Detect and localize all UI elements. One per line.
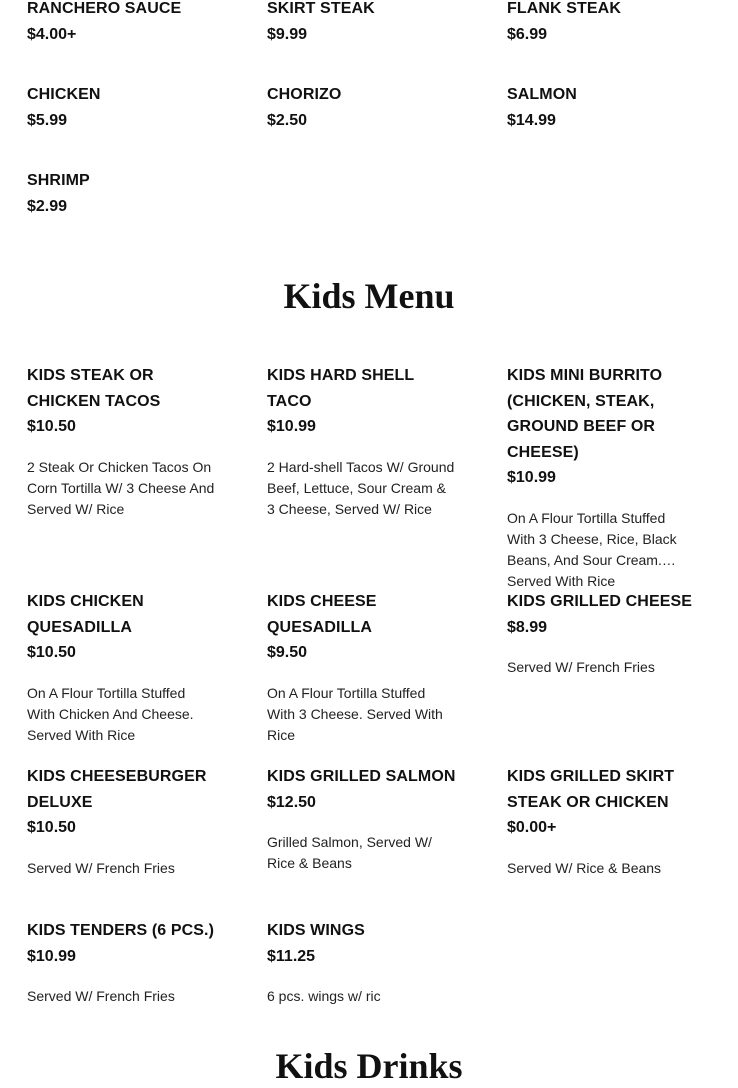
menu-item-kids-chicken-quesadilla[interactable]: [27, 589, 217, 746]
item-name: CHORIZO: [267, 86, 342, 103]
item-name: SALMON: [507, 86, 577, 103]
menu-item-kids-tenders[interactable]: [27, 918, 227, 1007]
item-name: SKIRT STEAK: [267, 0, 375, 17]
item-price: $10.99: [267, 418, 316, 435]
menu-item-skirt-steak[interactable]: [267, 0, 457, 47]
item-price: $8.99: [507, 618, 548, 636]
item-name: SHRIMP: [27, 172, 90, 189]
item-price: $10.50: [27, 644, 76, 661]
item-name: KIDS CHICKEN QUESADILLA: [27, 593, 144, 636]
item-description: On A Flour Tortilla Stuffed With Chicken And Cheese. Served With Rice: [27, 684, 194, 743]
item-price: $2.99: [27, 197, 68, 215]
menu-item-kids-grilled-cheese[interactable]: [507, 589, 707, 678]
item-name: KIDS WINGS: [267, 922, 365, 939]
item-price: $9.50: [267, 644, 308, 661]
item-name: KIDS HARD SHELL TACO: [267, 367, 414, 410]
menu-item-kids-steak-or-chicken-tacos[interactable]: [27, 363, 217, 520]
item-price: $9.99: [267, 25, 308, 43]
item-name: KIDS GRILLED CHEESE: [507, 593, 693, 610]
menu-item-kids-hard-shell-taco[interactable]: [267, 363, 457, 520]
item-price: $12.50: [267, 793, 316, 811]
item-price: $4.00+: [27, 25, 77, 43]
item-price: $6.99: [507, 25, 548, 43]
menu-item-kids-grilled-salmon[interactable]: [267, 764, 457, 874]
item-name: RANCHERO SAUCE: [27, 0, 182, 17]
menu-item-chicken[interactable]: [27, 82, 217, 133]
menu-item-chorizo[interactable]: [267, 82, 457, 133]
item-price: $11.25: [267, 947, 316, 965]
menu-item-salmon[interactable]: [507, 82, 697, 133]
item-description: Served W/ French Fries: [507, 659, 655, 675]
item-description: Grilled Salmon, Served W/ Rice & Beans: [267, 834, 432, 871]
item-name: KIDS CHEESEBURGER DELUXE: [27, 768, 207, 811]
menu-item-kids-grilled-skirt-steak-or-chicken[interactable]: [507, 764, 697, 879]
item-name: KIDS TENDERS (6 PCS.): [27, 922, 215, 939]
menu-item-kids-wings[interactable]: [267, 918, 457, 1007]
item-name: KIDS CHEESE QUESADILLA: [267, 593, 377, 636]
item-price: $2.50: [267, 111, 308, 129]
menu-item-ranchero-sauce[interactable]: [27, 0, 217, 47]
item-price: $10.50: [27, 418, 76, 435]
item-description: 2 Steak Or Chicken Tacos On Corn Tortilla W/ 3 Cheese And Served W/ Rice: [27, 458, 215, 517]
menu-item-kids-cheese-quesadilla[interactable]: [267, 589, 457, 746]
kids-drinks-title: Kids Drinks: [275, 1046, 463, 1086]
item-description: Served W/ French Fries: [27, 988, 175, 1004]
item-name: KIDS GRILLED SKIRT STEAK OR CHICKEN: [507, 768, 675, 811]
item-description: On A Flour Tortilla Stuffed With 3 Cheese, Rice, Black Beans, And Sour Cream. Served With Rice: [507, 509, 677, 589]
item-name: KIDS STEAK OR CHICKEN TACOS: [27, 367, 161, 410]
item-description: 6 pcs. wings w/ ric: [267, 988, 381, 1004]
item-description: 2 Hard-shell Tacos W/ Ground Beef, Lettuce, Sour Cream & 3 Cheese, Served W/ Rice: [267, 458, 455, 517]
menu-item-kids-cheeseburger-deluxe[interactable]: [27, 764, 227, 879]
item-description: On A Flour Tortilla Stuffed With 3 Cheese. Served With Rice: [267, 684, 443, 743]
item-description: Served W/ Rice & Beans: [507, 859, 662, 876]
item-price: $0.00+: [507, 819, 557, 836]
item-price: $5.99: [27, 111, 68, 129]
item-name: FLANK STEAK: [507, 0, 621, 17]
item-description: Served W/ French Fries: [27, 859, 175, 876]
item-name: KIDS GRILLED SALMON: [267, 768, 456, 785]
menu-item-flank-steak[interactable]: [507, 0, 697, 47]
item-price: $10.50: [27, 819, 76, 836]
item-name: CHICKEN: [27, 86, 101, 103]
menu-item-kids-mini-burrito[interactable]: [507, 363, 697, 589]
item-price: $10.99: [27, 947, 76, 965]
item-name: KIDS MINI BURRITO (CHICKEN, STEAK, GROUND BEEF OR CHEESE): [507, 367, 663, 461]
item-price: $10.99: [507, 469, 556, 486]
menu-item-shrimp[interactable]: [27, 168, 217, 219]
item-price: $14.99: [507, 111, 556, 129]
kids-menu-title: Kids Menu: [283, 276, 455, 316]
